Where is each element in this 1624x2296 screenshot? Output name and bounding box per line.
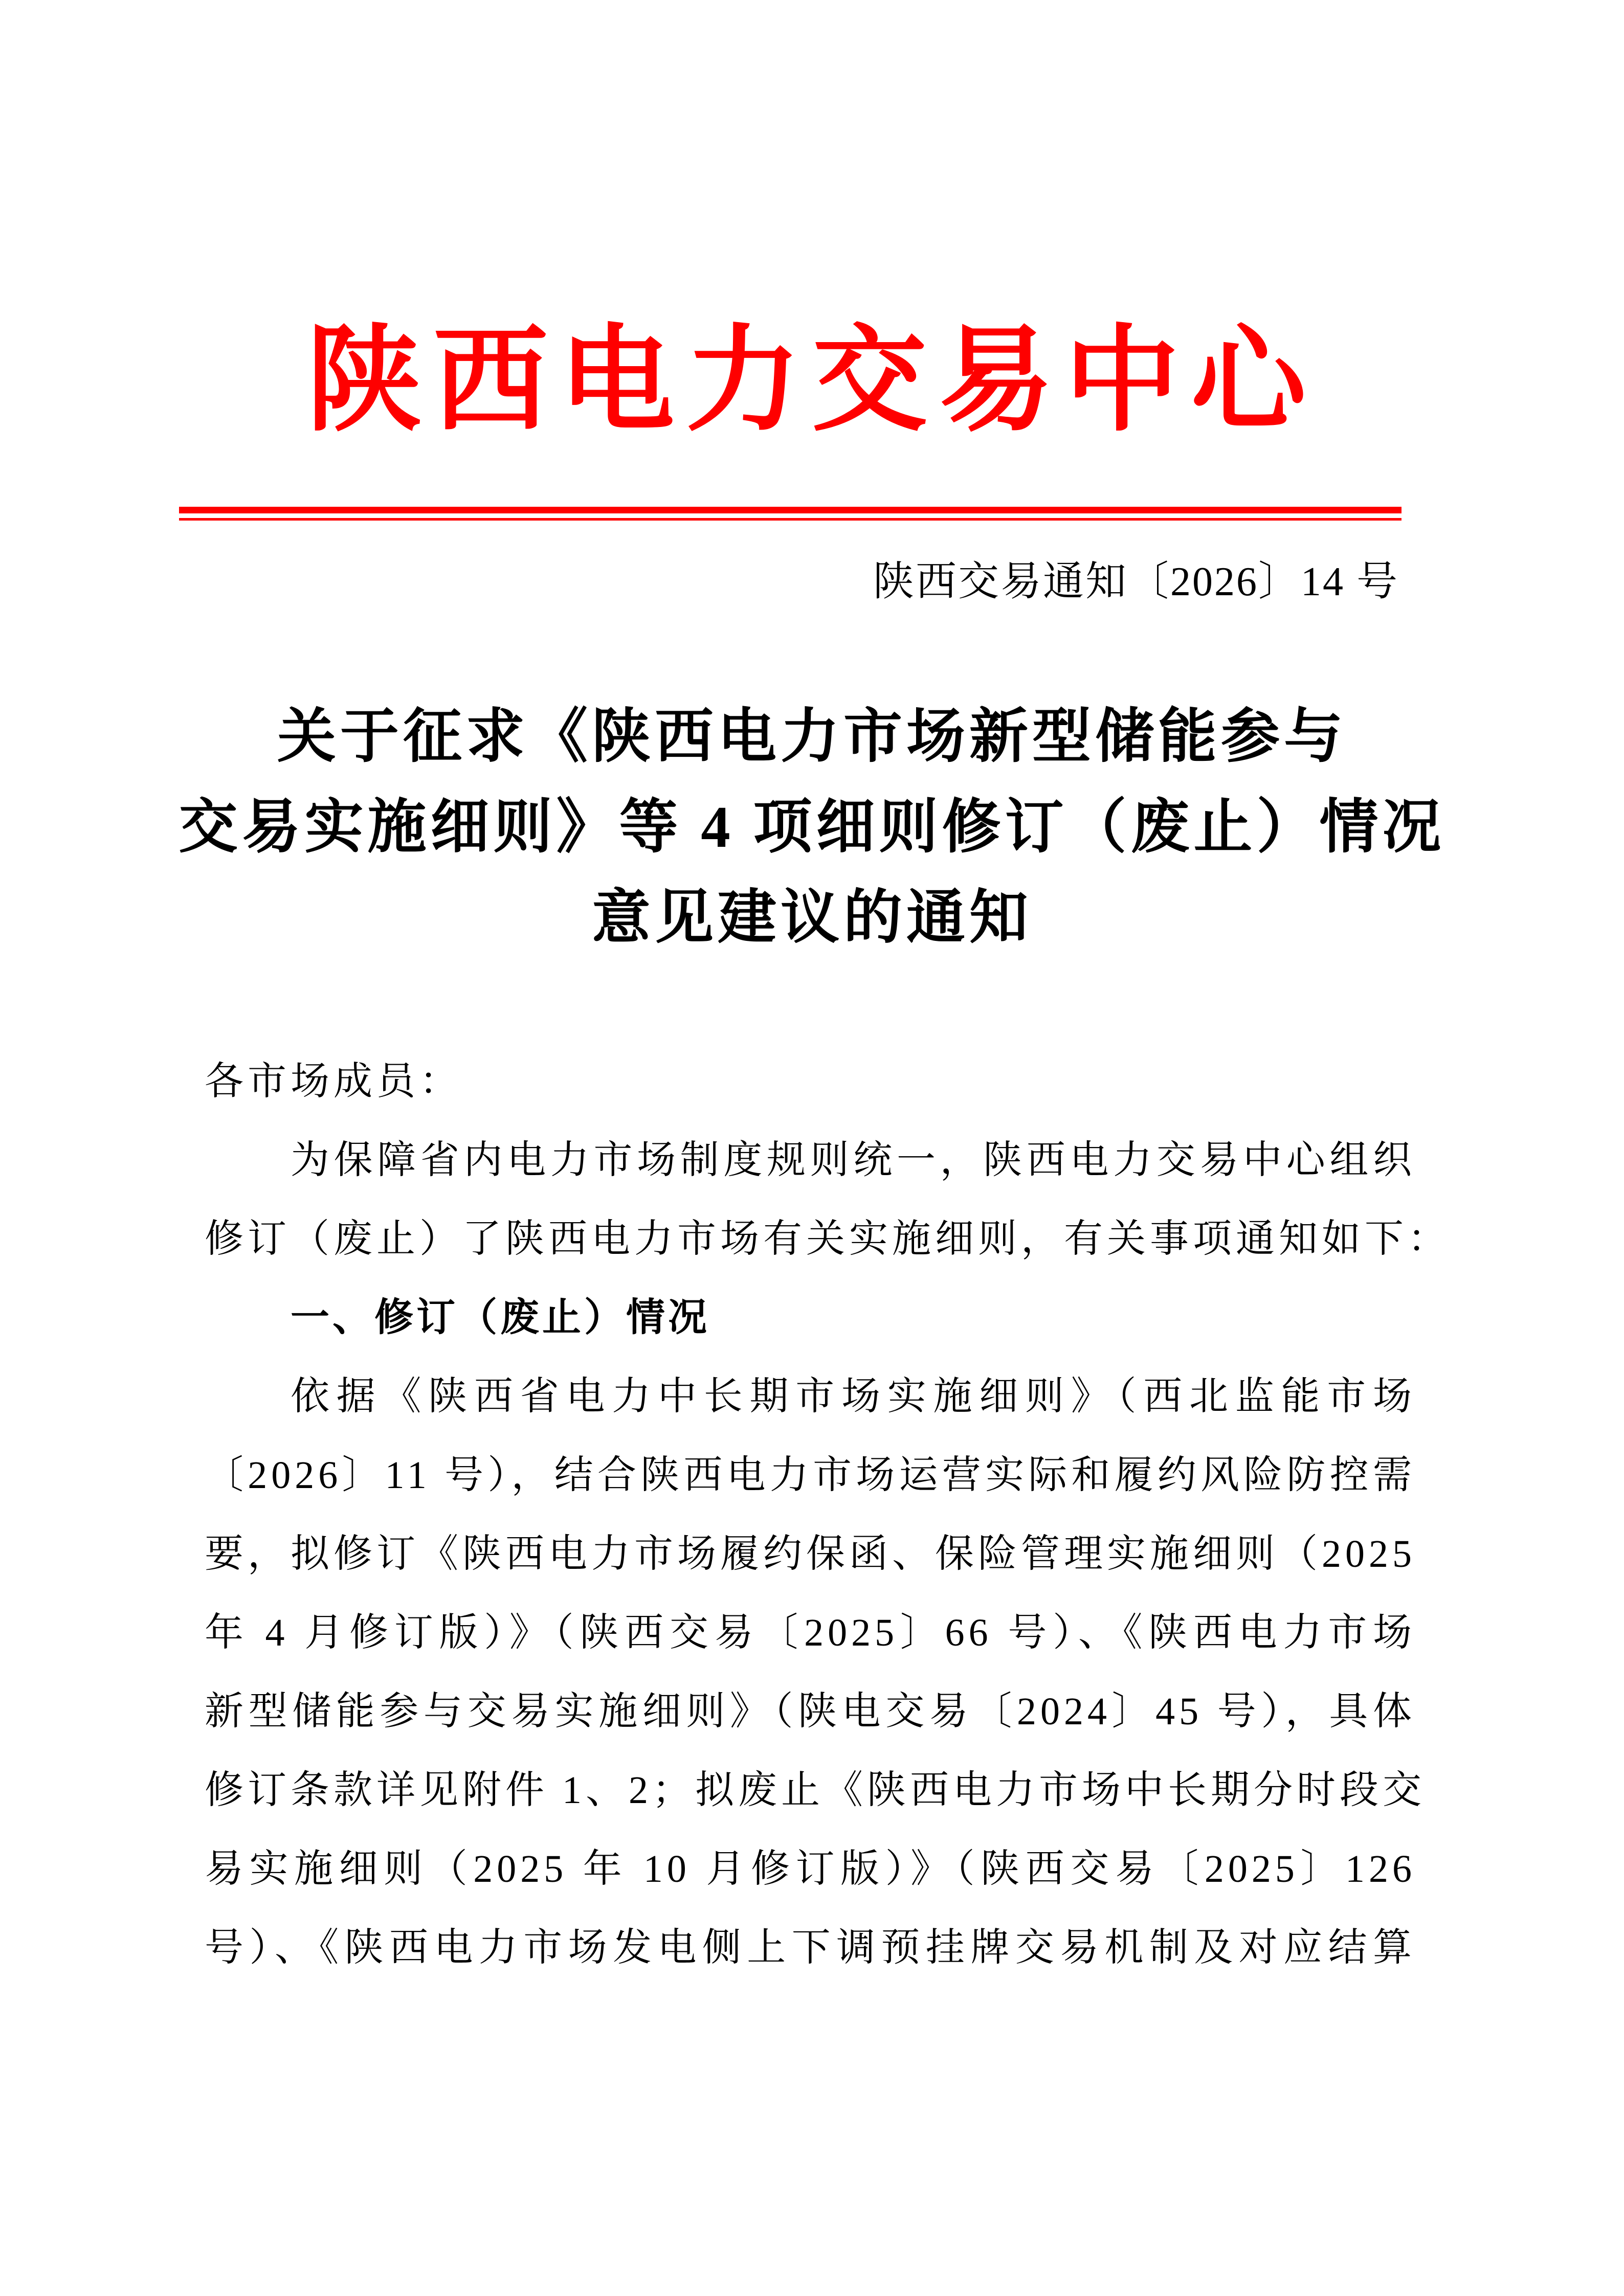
body-line: 易实施细则（2025 年 10 月修订版）》（陕西交易〔2025〕126 — [205, 1848, 1416, 1890]
body-line: 要，拟修订《陕西电力市场履约保函、保险管理实施细则（2025 — [205, 1533, 1416, 1575]
body-line: 为保障省内电力市场制度规则统一，陕西电力交易中心组织 — [291, 1139, 1416, 1182]
body-line: 新型储能参与交易实施细则》（陕电交易〔2024〕45 号），具体 — [205, 1690, 1416, 1733]
notice-title — [0, 691, 1624, 963]
body-line: 依据《陕西省电力中长期市场实施细则》（西北监能市场 — [291, 1375, 1416, 1418]
notice-title-line-2: 交易实施细则》等 4 项细则修订（废止）情况 — [179, 795, 1445, 860]
body-line: 修订条款详见附件 1、2；拟废止《陕西电力市场中长期分时段交 — [205, 1769, 1426, 1812]
document-number: 陕西交易通知〔2026〕14 号 — [873, 559, 1399, 604]
body-line: 年 4 月修订版）》（陕西交易〔2025〕66 号）、《陕西电力市场 — [205, 1611, 1416, 1654]
body-line: 〔2026〕11 号），结合陕西电力市场运营实际和履约风险防控需 — [205, 1454, 1416, 1497]
letterhead-rule-thin — [179, 518, 1401, 521]
notice-title-line-3: 意见建议的通知 — [591, 885, 1032, 950]
body-line: 号）、《陕西电力市场发电侧上下调预挂牌交易机制及对应结算 — [205, 1926, 1416, 1969]
notice-body — [205, 1042, 1451, 1987]
letterhead-rule-thick — [179, 507, 1401, 513]
letterhead-org-name: 陕西电力交易中心 — [306, 317, 1318, 445]
notice-title-line-1: 关于征求《陕西电力市场新型储能参与 — [277, 704, 1347, 769]
body-line: 修订（废止）了陕西电力市场有关实施细则，有关事项通知如下： — [205, 1218, 1451, 1260]
salutation: 各市场成员： — [205, 1060, 462, 1103]
section-heading: 一、修订（废止）情况 — [291, 1296, 710, 1339]
